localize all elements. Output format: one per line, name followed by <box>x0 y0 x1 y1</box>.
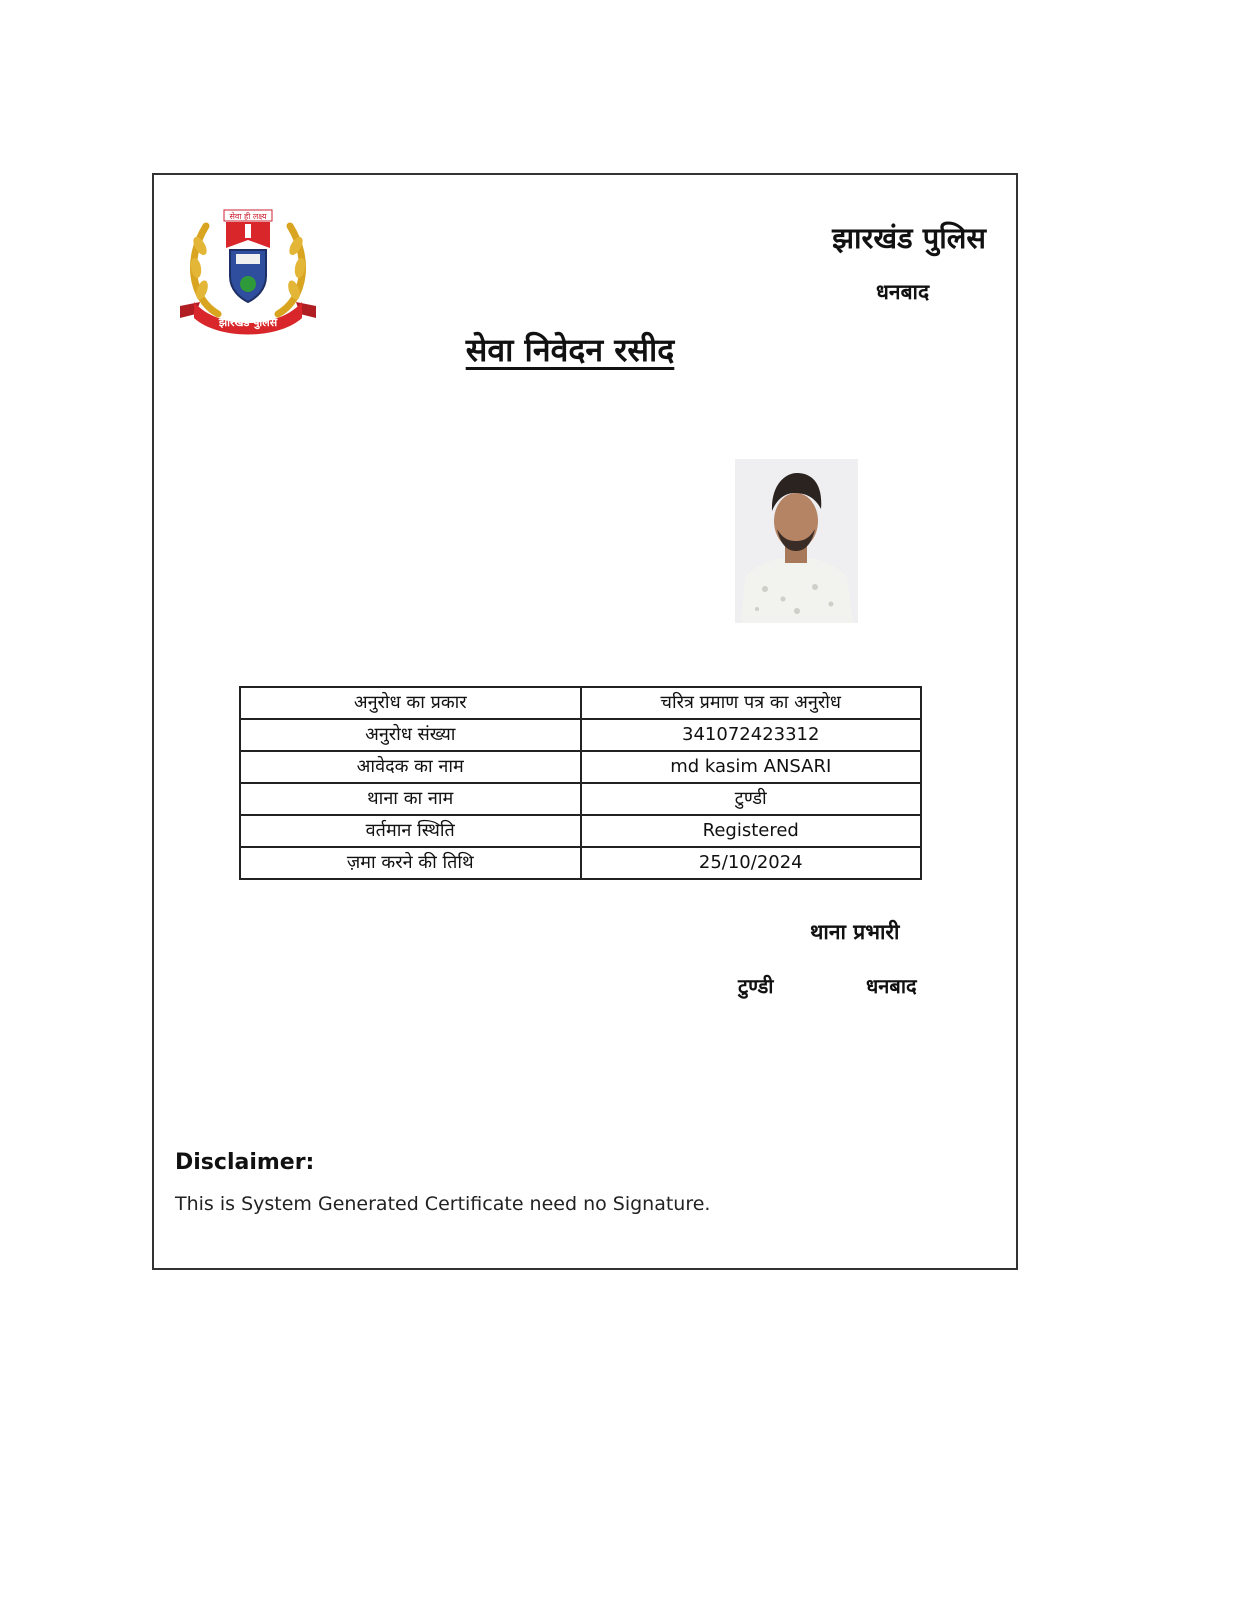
logo-ribbon-text: झारखंड पुलिस <box>218 316 278 329</box>
logo-motto: सेवा ही लक्ष्य <box>229 212 267 221</box>
signatory-district: धनबाद <box>866 974 917 998</box>
row-label: अनुरोध का प्रकार <box>240 687 581 719</box>
row-label: ज़मा करने की तिथि <box>240 847 581 879</box>
row-value: चरित्र प्रमाण पत्र का अनुरोध <box>581 687 922 719</box>
row-value: 25/10/2024 <box>581 847 922 879</box>
row-label: थाना का नाम <box>240 783 581 815</box>
row-value: 341072423312 <box>581 719 922 751</box>
org-district: धनबाद <box>876 280 930 304</box>
disclaimer-text: This is System Generated Certificate need no Signature. <box>175 1193 711 1215</box>
row-label: वर्तमान स्थिति <box>240 815 581 847</box>
applicant-photo <box>735 459 858 623</box>
signatory-title: थाना प्रभारी <box>810 920 900 944</box>
org-title: झारखंड पुलिस <box>832 221 986 255</box>
disclaimer-heading: Disclaimer: <box>175 1150 315 1175</box>
row-value: Registered <box>581 815 922 847</box>
row-value: टुण्डी <box>581 783 922 815</box>
table-row <box>240 847 921 879</box>
row-label: अनुरोध संख्या <box>240 719 581 751</box>
row-value: md kasim ANSARI <box>581 751 922 783</box>
request-details-table <box>239 686 922 880</box>
table-row <box>240 783 921 815</box>
table-row <box>240 815 921 847</box>
jharkhand-police-logo <box>178 206 318 340</box>
table-row <box>240 751 921 783</box>
table-row <box>240 719 921 751</box>
row-label: आवेदक का नाम <box>240 751 581 783</box>
signatory-station: टुण्डी <box>738 974 774 998</box>
table-row <box>240 687 921 719</box>
receipt-title: सेवा निवेदन रसीद <box>465 331 675 369</box>
